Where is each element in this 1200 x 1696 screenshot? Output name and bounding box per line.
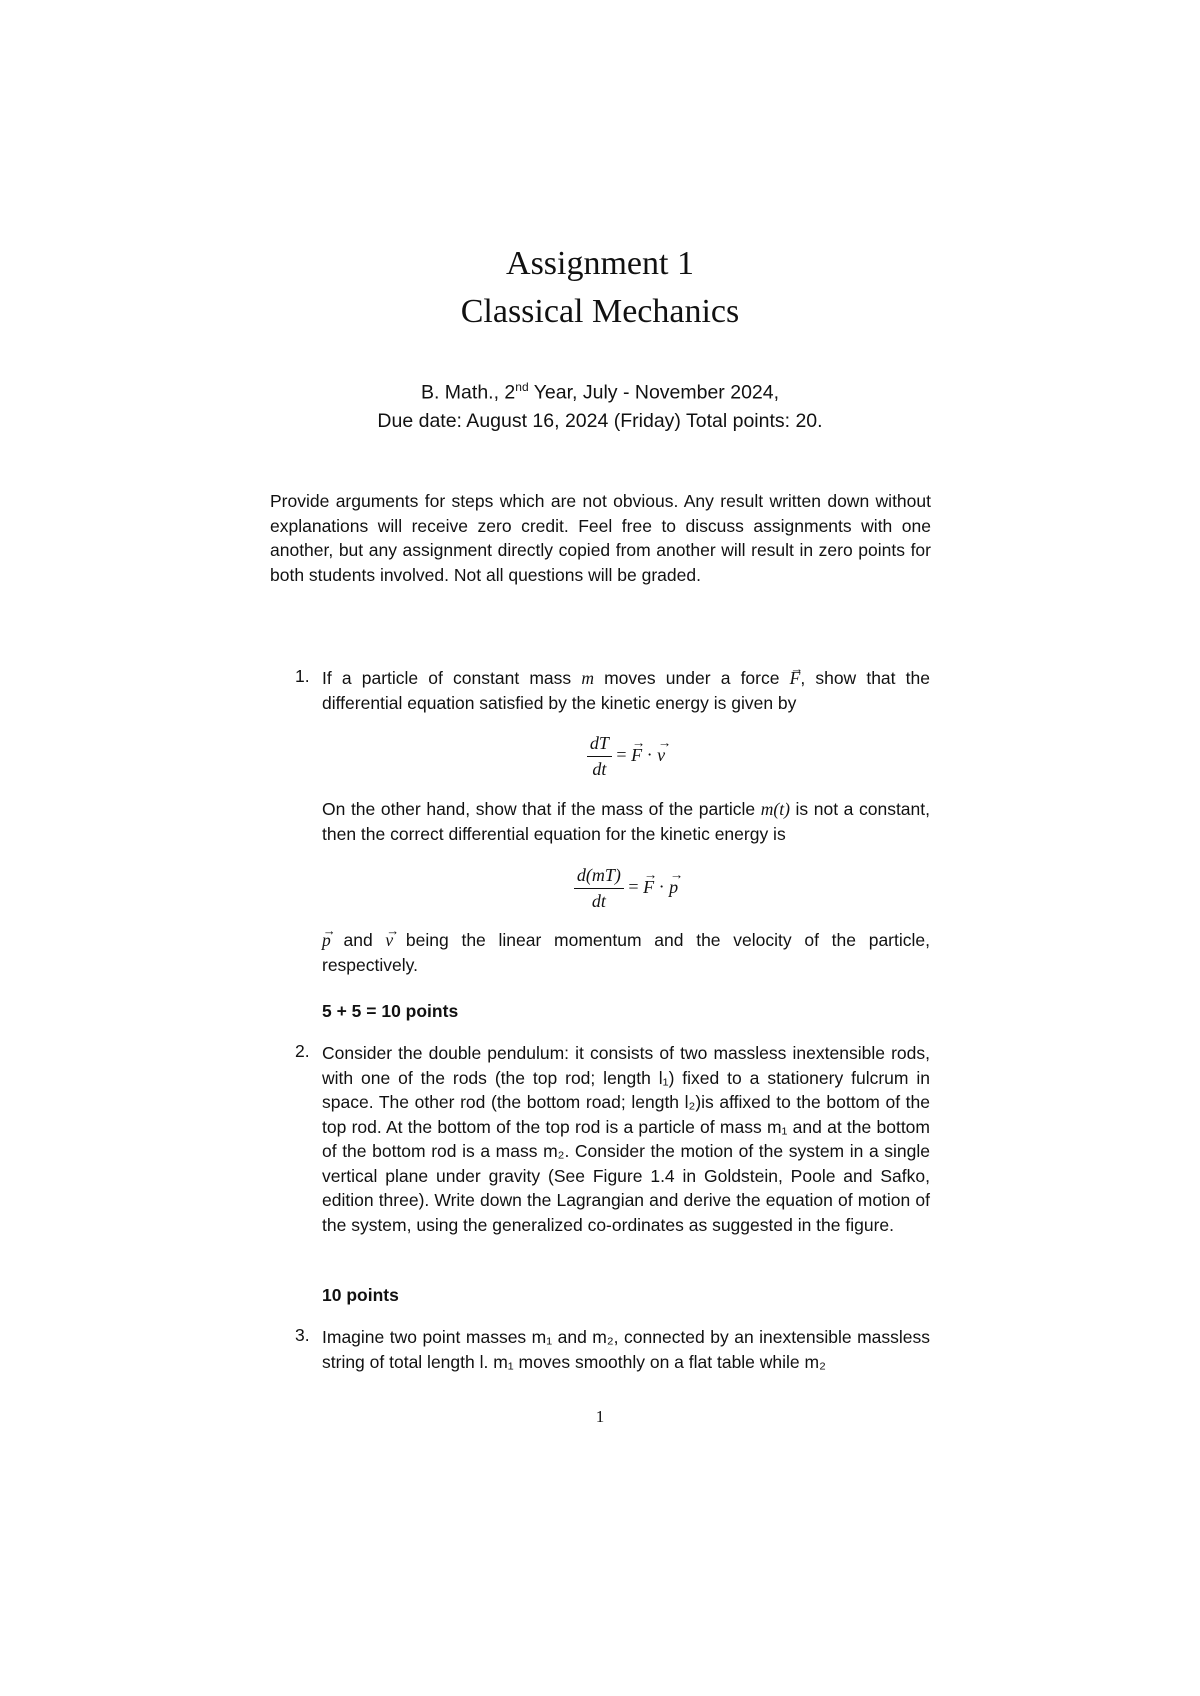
equation-1-fraction — [587, 733, 612, 780]
eq2-momentum-vector: → p — [669, 877, 678, 898]
q1-p2-text-a: On the other hand, show that if the mass of the particle — [322, 799, 761, 819]
eq1-velocity-vector: → v — [657, 745, 665, 766]
q1-mass-function: m(t) — [760, 799, 790, 819]
question-3-text: Imagine two point masses m₁ and m₂, connected by an inextensible massless string of total length l. m₁ moves smoothly on a flat table while m₂ — [322, 1327, 930, 1372]
course-meta-line — [0, 380, 1200, 405]
eq1-numerator: dT — [587, 733, 612, 757]
equation-2-fraction — [574, 865, 624, 912]
assignment-title: Assignment 1 — [506, 245, 694, 282]
q1-velocity-vector: → v — [385, 928, 393, 953]
meta-suffix: Year, July - November 2024, — [528, 381, 780, 404]
q1-text-b: moves under a force — [593, 668, 790, 688]
question-3-number: 3. — [295, 1325, 310, 1345]
question-2-text: Consider the double pendulum: it consists of two massless inextensible rods, with one of the rods (the top rod; length l₁) fixed to a stationery fulcrum in space. The other rod (the bottom road; length l₂)is affixed to the bottom of the top rod. At the bottom of the top rod is a particle of mass m₁ and at the bottom of the bottom rod is a mass m₂. Consider the motion of the system in a single vertical plane under gravity (See Figure 1.4 in Goldstein, Poole and Safko, edition three). Write down the Lagrangian and derive the equation of motion of the system, using the generalized co-ordinates as suggested in the figure. — [322, 1043, 930, 1235]
q1-momentum-vector: → p — [322, 928, 331, 953]
q1-text-a: If a particle of constant mass — [322, 668, 582, 688]
q1-p2-text-b: is not a constant, then the correct differential equation for the kinetic energy is — [322, 799, 930, 844]
question-1-number: 1. — [295, 666, 310, 686]
equation-1: $\frac{dT}{dt}$ = → F · → v — [322, 733, 930, 780]
question-2-number: 2. — [295, 1041, 310, 1061]
question-1-intro — [322, 666, 930, 715]
eq1-denominator: dt — [592, 759, 607, 779]
meta-prefix: B. Math., 2 — [420, 381, 516, 404]
q1-p3-text-a: and — [330, 930, 386, 950]
eq2-force-vector: → F — [643, 877, 654, 898]
eq2-numerator: d(mT) — [574, 865, 624, 889]
page-number: 1 — [595, 1407, 605, 1426]
question-1-paragraph-2 — [322, 797, 930, 846]
due-date-line: Due date: August 16, 2024 (Friday) Total points: 20. — [377, 410, 823, 432]
q1-mass-symbol: m — [581, 668, 594, 688]
q1-text-c: , show that the differential equation satisfied by the kinetic energy is given by — [322, 668, 930, 713]
meta-superscript: nd — [515, 380, 529, 394]
question-1-points: 5 + 5 = 10 points — [322, 1001, 459, 1021]
question-1-paragraph-3 — [322, 928, 930, 977]
course-title: Classical Mechanics — [460, 293, 740, 330]
eq2-denominator: dt — [591, 891, 606, 911]
eq1-force-vector: → F — [631, 745, 642, 766]
q1-p3-text-b: being the linear momentum and the velocity of the particle, respectively. — [322, 930, 930, 975]
question-2-points: 10 points — [322, 1285, 399, 1305]
q1-force-vector: → F — [790, 666, 801, 691]
equation-2: $\frac{d(mT)}{dt}$ = → F · → p — [322, 865, 930, 912]
instructions-paragraph: Provide arguments for steps which are not obvious. Any result written down without explanations will receive zero credit. Feel free to discuss assignments with one another, but any assignment directly copied from another will result in zero points for both students involved. Not all questions will be graded. — [270, 491, 931, 585]
